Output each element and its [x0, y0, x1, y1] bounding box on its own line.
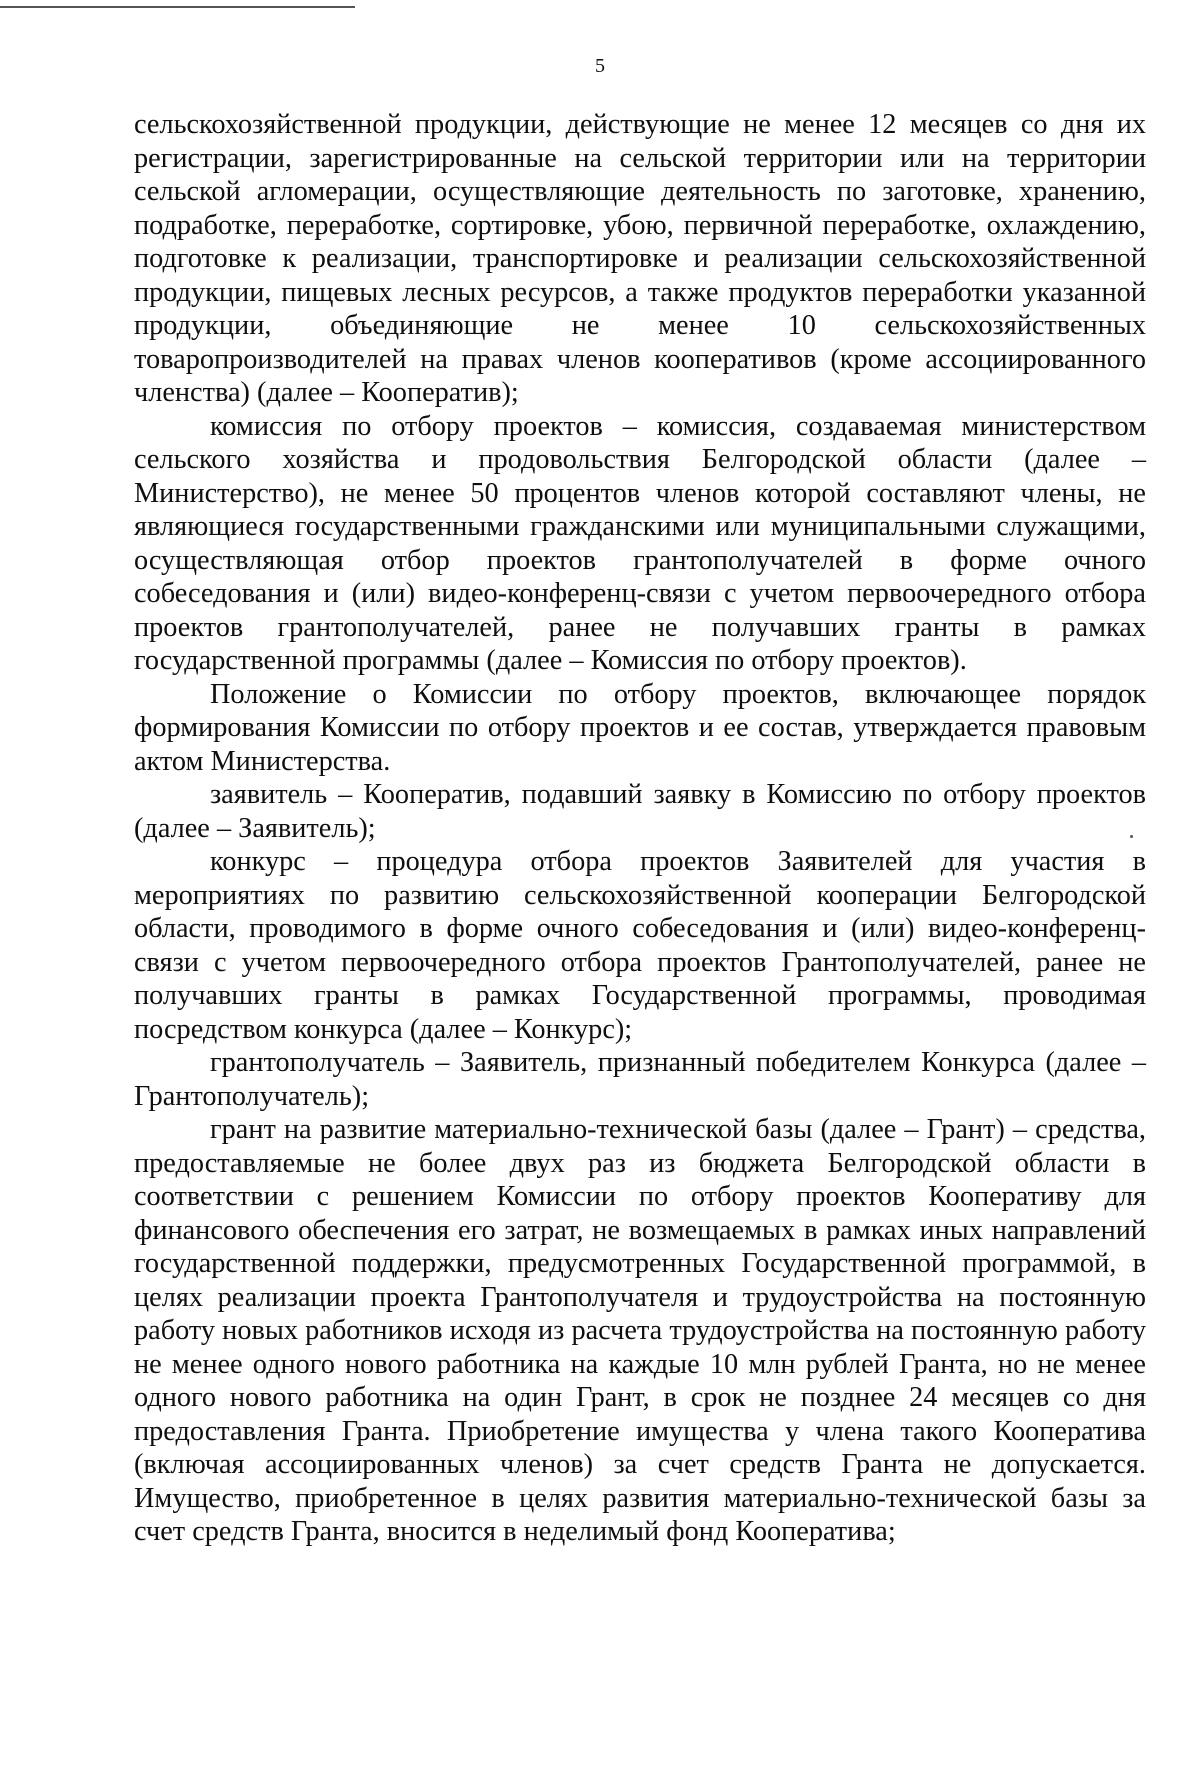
- paragraph-cooperative-definition: сельскохозяйственной продукции, действующие не менее 12 месяцев со дня их регистрации, зарегистрированные на сельской территории или на территории сельской агломерации, осуществляющие деятельность по заготовке, хранению, подработке, переработке, сортировке, убою, первичной переработке, охлаждению, подготовке к реализации, транспортировке и реализации сельскохозяйственной продукции, пищевых лесных ресурсов, а также продуктов переработки указанной продукции, объединяющие не менее 10 сельскохозяйственных товаропроизводителей на правах членов кооперативов (кроме ассоциированного членства) (далее – Кооператив);: [134, 109, 1146, 408]
- page-number: 5: [595, 55, 605, 77]
- paragraph-commission-regulation: Положение о Комиссии по отбору проектов, включающее порядок формирования Комиссии по отбору проектов и ее состав, утверждается правовым актом Министерства.: [134, 678, 1146, 777]
- scan-edge-line: [0, 6, 355, 8]
- document-body: [134, 108, 1146, 1549]
- paragraph-commission-definition: комиссия по отбору проектов – комиссия, создаваемая министерством сельского хозяйства и продовольствия Белгородской области (далее – Министерство), не менее 50 процентов членов которой составляют члены, не являющиеся государственными гражданскими или муниципальными служащими, осуществляющая отбор проектов грантополучателей в форме очного собеседования и (или) видео-конференц-связи с учетом первоочередного отбора проектов грантополучателей, ранее не получавших гранты в рамках государственной программы (далее – Комиссия по отбору проектов).: [134, 410, 1146, 676]
- scan-speck: [1130, 835, 1133, 838]
- paragraph-grantee-definition: грантополучатель – Заявитель, признанный победителем Конкурса (далее – Грантополучатель);: [134, 1047, 1146, 1112]
- paragraph-applicant-definition: заявитель – Кооператив, подавший заявку в Комиссию по отбору проектов (далее – Заявитель);: [134, 779, 1146, 844]
- paragraph-contest-definition: конкурс – процедура отбора проектов Заявителей для участия в мероприятиях по развитию сельскохозяйственной кооперации Белгородской области, проводимого в форме очного собеседования и (или) видео-конференц-связи с учетом первоочередного отбора проектов Грантополучателей, ранее не получавших гранты в рамках Государственной программы, проводимая посредством конкурса (далее – Конкурс);: [134, 846, 1146, 1045]
- paragraph-grant-definition: грант на развитие материально-технической базы (далее – Грант) – средства, предоставляемые не более двух раз из бюджета Белгородской области в соответствии с решением Комиссии по отбору проектов Кооперативу для финансового обеспечения его затрат, не возмещаемых в рамках иных направлений государственной поддержки, предусмотренных Государственной программой, в целях реализации проекта Грантополучателя и трудоустройства на постоянную работу новых работников исходя из расчета трудоустройства на постоянную работу не менее одного нового работника на каждые 10 млн рублей Гранта, но не менее одного нового работника на один Грант, в срок не позднее 24 месяцев со дня предоставления Гранта. Приобретение имущества у члена такого Кооператива (включая ассоциированных членов) за счет средств Гранта не допускается. Имущество, приобретенное в целях развития материально-технической базы за счет средств Гранта, вносится в неделимый фонд Кооператива;: [134, 1114, 1146, 1547]
